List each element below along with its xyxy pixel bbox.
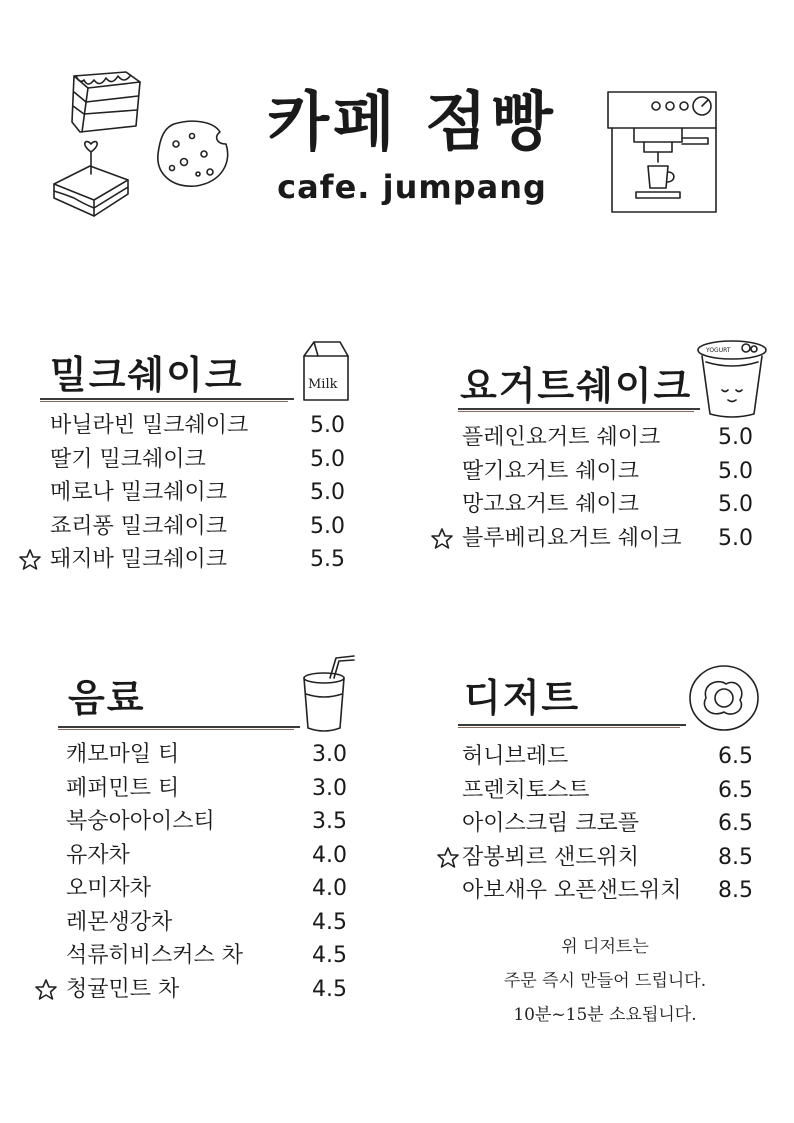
list-item xyxy=(50,476,350,510)
list-item xyxy=(66,772,366,806)
cake-icon xyxy=(66,66,146,138)
item-name: 청귤민트 차 xyxy=(66,976,180,1002)
item-name: 망고요거트 쉐이크 xyxy=(462,492,640,517)
item-name: 딸기 밀크쉐이크 xyxy=(50,446,206,472)
list-item xyxy=(66,973,366,1007)
item-name: 석류히비스커스 차 xyxy=(66,943,244,968)
item-name: 메로나 밀크쉐이크 xyxy=(50,480,228,505)
item-price: 5.0 xyxy=(718,425,753,450)
dessert-note-line: 10분~15분 소요됩니다. xyxy=(513,1005,697,1025)
coffee-machine-icon xyxy=(604,88,724,216)
item-name: 오미자차 xyxy=(66,876,152,901)
list-item xyxy=(66,805,366,839)
page-subtitle: cafe. jumpang xyxy=(277,168,547,206)
menu-list-drinks xyxy=(66,738,366,1006)
item-name: 페퍼민트 티 xyxy=(66,775,180,801)
section-divider xyxy=(458,724,686,726)
list-item xyxy=(50,543,350,577)
section-title-drinks: 음료 xyxy=(68,676,146,720)
item-name: 플레인요거트 쉐이크 xyxy=(462,425,661,450)
list-item xyxy=(462,841,762,875)
section-divider xyxy=(40,398,294,400)
item-name: 잠봉뵈르 샌드위치 xyxy=(462,844,640,870)
item-price: 5.5 xyxy=(310,547,345,572)
item-name: 바닐라빈 밀크쉐이크 xyxy=(50,413,249,438)
list-item xyxy=(462,774,762,808)
item-name: 복숭아아이스티 xyxy=(66,809,215,834)
section-title-dessert: 디저트 xyxy=(464,676,581,720)
list-item xyxy=(50,510,350,544)
item-price: 8.5 xyxy=(718,878,753,903)
item-price: 4.5 xyxy=(312,943,347,968)
item-price: 8.5 xyxy=(718,844,753,870)
star-icon xyxy=(436,846,460,870)
item-price: 4.5 xyxy=(312,976,347,1002)
item-price: 6.5 xyxy=(718,777,753,803)
list-item xyxy=(462,874,762,908)
list-item xyxy=(50,409,350,443)
item-name: 죠리퐁 밀크쉐이크 xyxy=(50,513,228,539)
list-item xyxy=(66,939,366,973)
item-price: 5.0 xyxy=(310,413,345,438)
page-title: 카페 점빵 xyxy=(267,86,557,160)
section-divider xyxy=(458,408,700,410)
item-name: 아이스크림 크로플 xyxy=(462,811,640,836)
list-item xyxy=(462,807,762,841)
dessert-note xyxy=(455,930,755,1032)
item-name: 돼지바 밀크쉐이크 xyxy=(50,547,228,572)
item-name: 허니브레드 xyxy=(462,744,569,769)
yogurt-cup-label: YOGURT xyxy=(706,347,731,354)
list-item xyxy=(462,455,762,489)
menu-list-yogurt xyxy=(462,421,762,555)
list-item xyxy=(66,839,366,873)
list-item xyxy=(66,906,366,940)
fried-egg-icon xyxy=(688,664,760,732)
star-icon xyxy=(34,978,58,1002)
item-name: 캐모마일 티 xyxy=(66,742,180,767)
section-divider xyxy=(58,726,300,728)
item-price: 5.0 xyxy=(310,480,345,505)
list-item xyxy=(50,443,350,477)
iced-drink-icon xyxy=(300,654,360,736)
item-name: 아보새우 오픈샌드위치 xyxy=(462,878,682,903)
item-name: 유자차 xyxy=(66,842,130,868)
cookie-icon xyxy=(154,118,236,190)
item-name: 프렌치토스트 xyxy=(462,777,590,803)
list-item xyxy=(66,872,366,906)
menu-list-milkshake xyxy=(50,409,350,577)
item-price: 5.0 xyxy=(310,446,345,472)
item-name: 딸기요거트 쉐이크 xyxy=(462,458,640,484)
item-price: 6.5 xyxy=(718,744,753,769)
list-item xyxy=(462,740,762,774)
item-price: 5.0 xyxy=(718,492,753,517)
section-title-yogurt: 요거트쉐이크 xyxy=(460,364,693,408)
item-price: 5.0 xyxy=(310,513,345,539)
yogurt-cup-icon xyxy=(696,338,768,420)
item-price: 3.0 xyxy=(312,775,347,801)
item-name: 레몬생강차 xyxy=(66,909,173,935)
list-item xyxy=(462,488,762,522)
item-price: 4.0 xyxy=(312,842,347,868)
list-item xyxy=(462,421,762,455)
item-price: 6.5 xyxy=(718,811,753,836)
dessert-note-line: 주문 즉시 만들어 드립니다. xyxy=(503,971,707,991)
star-icon xyxy=(18,548,42,572)
list-item xyxy=(462,522,762,556)
milk-carton-icon xyxy=(300,338,352,404)
milk-carton-label: Milk xyxy=(308,377,338,392)
item-price: 3.5 xyxy=(312,809,347,834)
item-price: 3.0 xyxy=(312,742,347,767)
item-price: 5.0 xyxy=(718,458,753,484)
dessert-note-line: 위 디저트는 xyxy=(561,937,649,957)
item-price: 4.0 xyxy=(312,876,347,901)
list-item xyxy=(66,738,366,772)
section-title-milkshake: 밀크쉐이크 xyxy=(50,353,244,397)
item-name: 블루베리요거트 쉐이크 xyxy=(462,525,682,551)
item-price: 4.5 xyxy=(312,909,347,935)
item-price: 5.0 xyxy=(718,525,753,551)
menu-list-dessert xyxy=(462,740,762,908)
star-icon xyxy=(430,527,454,551)
sandwich-icon xyxy=(50,136,132,220)
